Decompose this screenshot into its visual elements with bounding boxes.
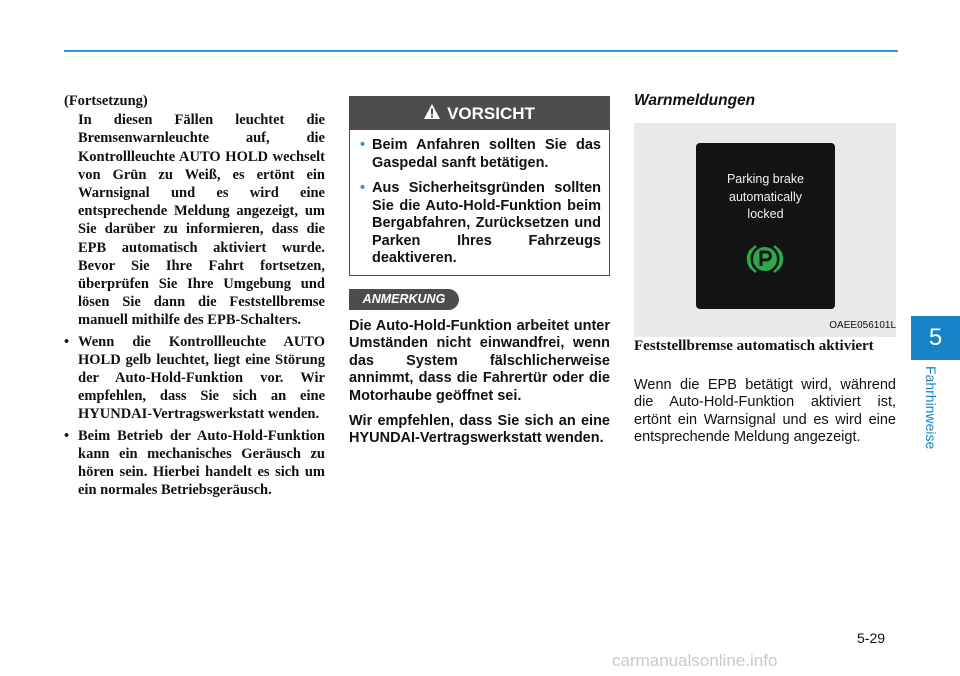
chapter-tab: 5 [911,316,960,360]
watermark: carmanualsonline.info [612,651,778,670]
caution-box [349,96,610,276]
display-line: automatically [729,189,802,204]
note-text [349,318,610,456]
section-title: Warnmeldungen [634,92,756,109]
top-rule [64,50,898,52]
list-item: • Beim Betrieb der Auto-Hold-Funktion kann ein mechanisches Geräusch zu hören sein. Hierbei handelt es sich um ein normales Betriebsgeräusch. [64,427,325,500]
subheading: Feststellbremse automatisch aktiviert [634,338,874,354]
intro-paragraph: In diesen Fällen leuchtet die Bremsenwarnleuchte auf, die Kontrollleuchte AUTO HOLD wechselt von Grün zu Weiß, es ertönt ein Warnsignal und es wird eine entsprechende Meldung angezeigt, um Sie darüber zu informieren, dass die EPB automatisch aktiviert wurde. Bevor Sie Ihre Fahrt fortsetzen, überprüfen Sie Ihre Umgebung und lösen Sie dann die Feststellbremse manuell mithilfe des EPB-Schalters. [78,112,325,329]
cluster-figure [634,123,896,337]
page-number: 5-29 [857,630,886,646]
display-line: Parking brake [726,172,805,186]
right-column [634,92,896,445]
note-paragraph: Wir empfehlen, dass Sie sich an eine HYUNDAI-Vertragswerkstatt wenden. [349,413,610,447]
parking-brake-icon [745,239,785,279]
note-badge: ANMERKUNG [349,289,459,310]
caution-body [350,130,609,268]
caution-header [350,97,609,130]
left-bullet-list [64,333,325,500]
caution-title: VORSICHT [447,103,535,123]
left-column [64,92,325,502]
note-paragraph: Die Auto-Hold-Funktion arbeitet unter Umständen nicht einwandfrei, wenn das System fälschlicherweise annimmt, dass die Fahrertür oder die Motorhaube geöffnet sei. [349,318,610,404]
warning-triangle-icon [424,104,440,124]
chapter-label-text: Fahrhinweise [923,366,939,450]
display-line: locked [747,207,784,221]
cluster-display [696,143,835,309]
figure-code: OAEE056101L [829,320,896,331]
list-item: • Wenn die Kontrollleuchte AUTO HOLD gelb leuchtet, liegt eine Störung der Auto-Hold-Funktion vor. Wir empfehlen, dass Sie sich an eine HYUNDAI-Vertragswerkstatt wenden. [64,333,325,424]
body-text: Wenn die EPB betätigt wird, während die Auto-Hold-Funktion aktiviert ist, ertönt ein Warnsignal und es wird eine entsprechende Meldung angezeigt. [634,377,896,445]
list-item: • Aus Sicherheitsgründen sollten Sie die Auto-Hold-Funktion beim Bergabfahren, Zurücksetzen und Parken Ihres Fahrzeugs deaktiveren. [360,180,601,268]
chapter-label [920,366,942,456]
list-item: • Beim Anfahren sollten Sie das Gaspedal sanft betätigen. [360,137,601,172]
display-message [696,171,835,224]
continuation-label: (Fortsetzung) [64,93,148,109]
